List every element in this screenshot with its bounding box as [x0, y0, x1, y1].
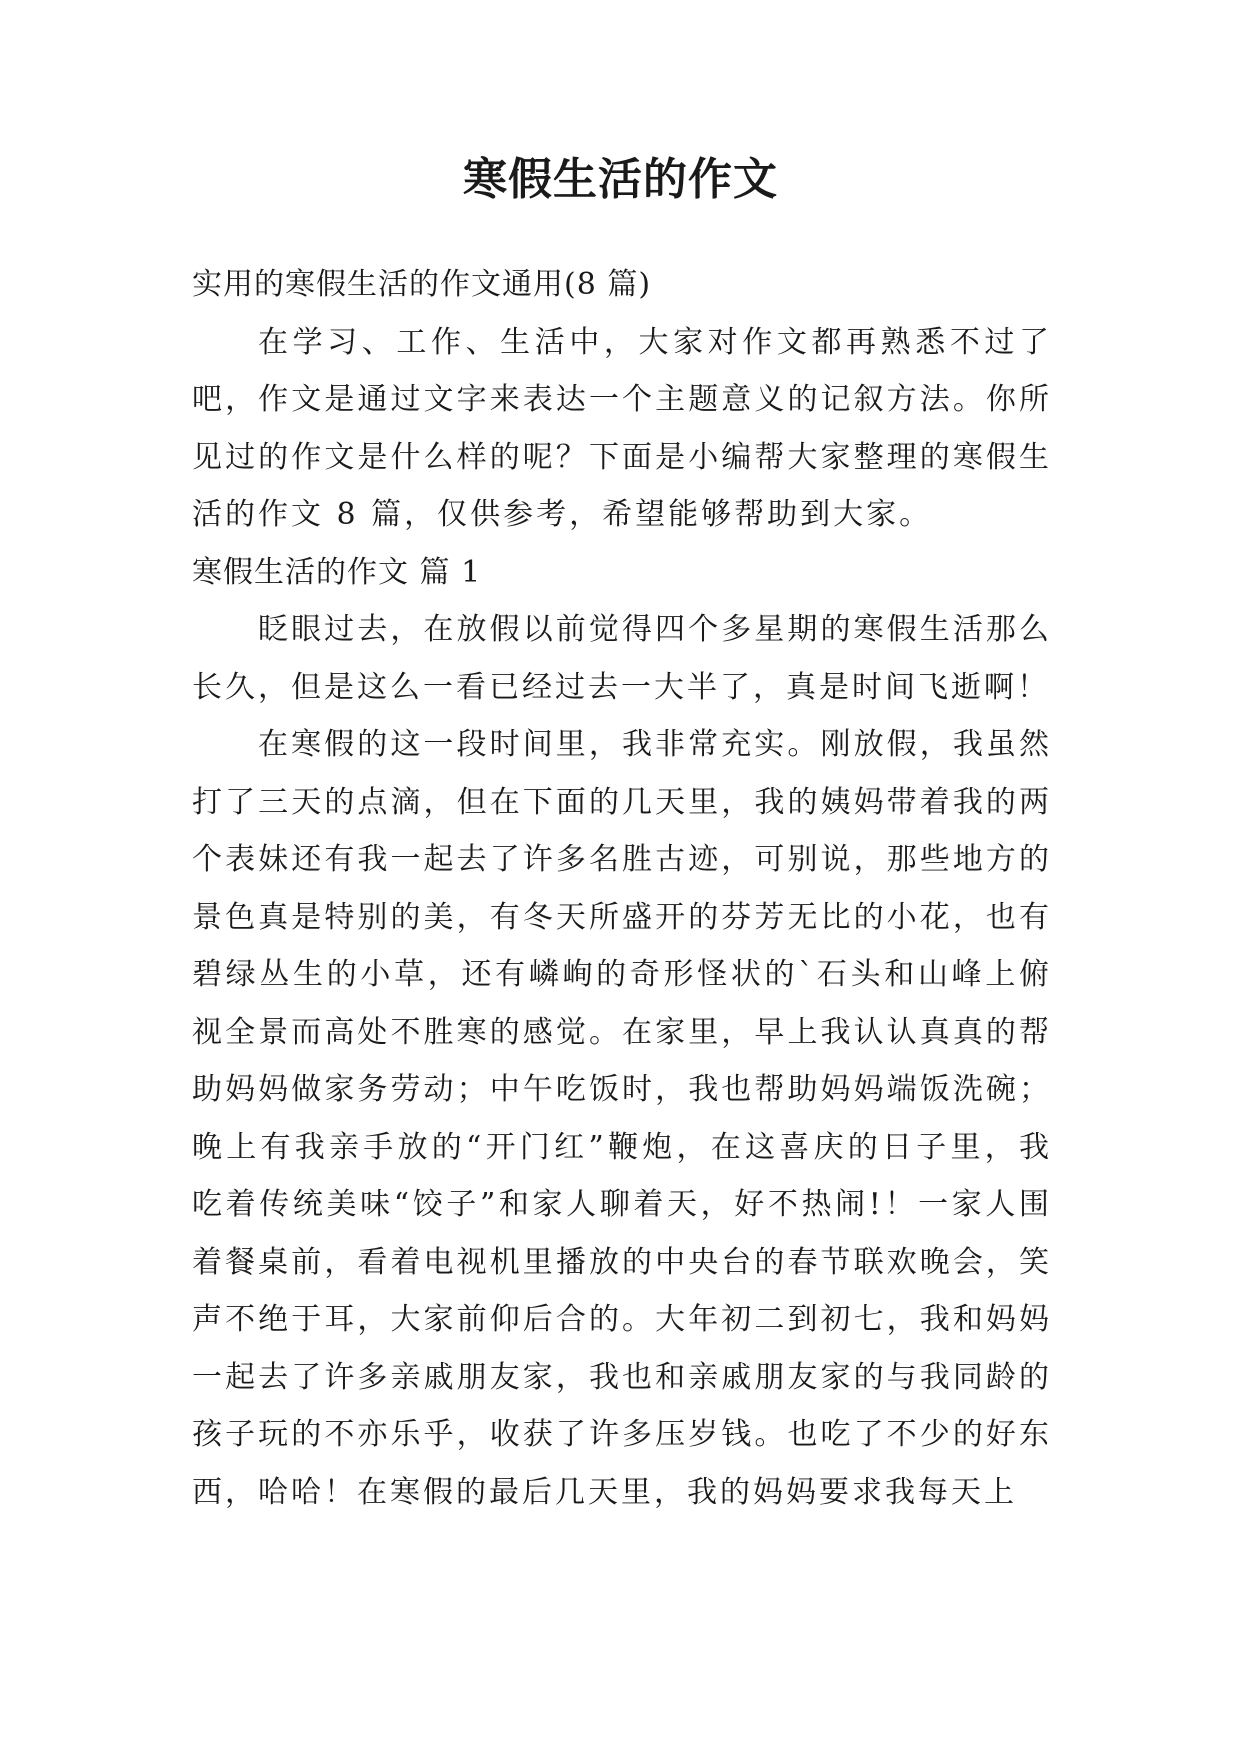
- intro-paragraph: 在学习、工作、生活中，大家对作文都再熟悉不过了吧，作文是通过文字来表达一个主题意义的记叙方法。你所见过的作文是什么样的呢？下面是小编帮大家整理的寒假生活的作文 8 篇，仅供参考，希望能够帮助到大家。: [192, 324, 1052, 532]
- section-heading: 寒假生活的作文 篇 1: [192, 554, 482, 590]
- body-paragraph: 眨眼过去，在放假以前觉得四个多星期的寒假生活那么长久，但是这么一看已经过去一大半了，真是时间飞逝啊！: [192, 612, 1052, 705]
- document-body: [192, 256, 1052, 1521]
- document-title: 寒假生活的作文: [463, 154, 778, 205]
- document-subtitle: 实用的寒假生活的作文通用(8 篇): [192, 267, 652, 302]
- body-paragraph: 在寒假的这一段时间里，我非常充实。刚放假，我虽然打了三天的点滴，但在下面的几天里，我的姨妈带着我的两个表妹还有我一起去了许多名胜古迹，可别说，那些地方的景色真是特别的美，有冬天所盛开的芬芳无比的小花，也有碧绿丛生的小草，还有嶙峋的奇形怪状的`石头和山峰上俯视全景而高处不胜寒的感觉。在家里，早上我认认真真的帮助妈妈做家务劳动；中午吃饭时，我也帮助妈妈端饭洗碗；晚上有我亲手放的“开门红”鞭炮，在这喜庆的日子里，我吃着传统美味“饺子”和家人聊着天，好不热闹!！一家人围着餐桌前，看着电视机里播放的中央台的春节联欢晚会，笑声不绝于耳，大家前仰后合的。大年初二到初七，我和妈妈一起去了许多亲戚朋友家，我也和亲戚朋友家的与我同龄的孩子玩的不亦乐乎，收获了许多压岁钱。也吃了不少的好东西，哈哈！在寒假的最后几天里，我的妈妈要求我每天上: [192, 727, 1052, 1510]
